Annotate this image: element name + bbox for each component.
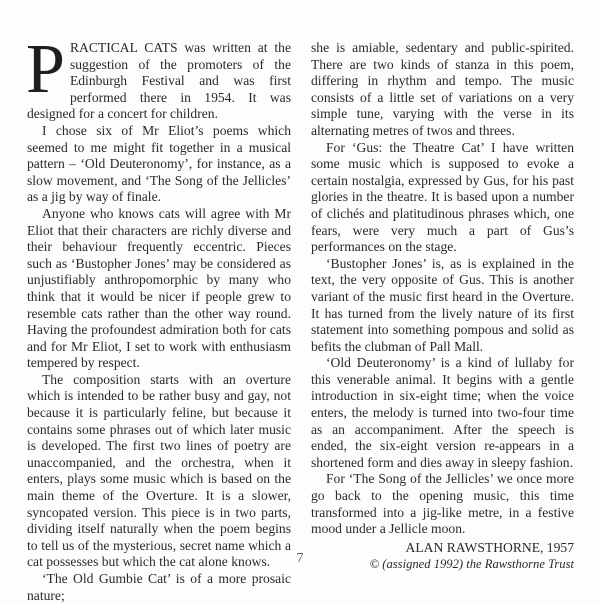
paragraph: I chose six of Mr Eliot’s poems which seemed to me might fit together in a musical pattern – ‘Old Deuteronomy’, for instance, as a slow movement, and ‘The Song of the Jellicles’ as a jig by way of finale. bbox=[27, 122, 291, 205]
paragraph: For ‘The Song of the Jellicles’ we once more go back to the opening music, this time transformed into a jig-like metre, in a festive mood under a Jellicle moon. bbox=[311, 471, 574, 537]
paragraph: ‘Bustopher Jones’ is, as is explained in the text, the very opposite of Gus. This is another variant of the music first heard in the Overture. It has turned from the lively nature of its first statement into something pompous and solid as befits the clubman of Pall Mall. bbox=[311, 255, 574, 354]
page-number: 7 bbox=[296, 551, 304, 566]
paragraph: ‘The Old Gumbie Cat’ is of a more prosaic nature; bbox=[27, 571, 291, 603]
copyright-notice: © (assigned 1992) the Rawsthorne Trust bbox=[369, 557, 574, 572]
author-signature: ALAN RAWSTHORNE, 1957 bbox=[405, 539, 574, 555]
drop-cap: P bbox=[26, 31, 65, 108]
left-column bbox=[26, 31, 291, 604]
paragraph: ‘Old Deuteronomy’ is a kind of lullaby for this venerable animal. It begins with a gentle introduction in six-eight time; when the voice enters, the melody is turned into two-four time as an accompaniment. After the speech is ended, the six-eight version re-appears in a shortened form and dies away in sleepy fashion. bbox=[311, 355, 574, 470]
paragraph: The composition starts with an overture which is intended to be rather busy and gay, not because it is particularly feline, but because it contains some phrases out of which later music is developed. The first two lines of poetry are unaccompanied, and the orchestra, when it enters, plays some music which is based on the main theme of the Overture. It is a slower, syncopated version. This piece is in two parts, dividing itself naturally when the poem begins to tell us of the mysterious, secret name which a cat possesses but which the cat alone knows. bbox=[27, 371, 291, 570]
paragraph: For ‘Gus: the Theatre Cat’ I have written some music which is supposed to evoke a certain nostalgia, expressed by Gus, for his past glories in the theatre. It is based upon a number of clichés and platitudinous phrases which, one fears, were very much a part of Gus’s performances on the stage. bbox=[311, 139, 574, 255]
right-column bbox=[311, 40, 574, 573]
paragraph: Anyone who knows cats will agree with Mr Eliot that their characters are richly diverse and their behaviour frequently eccentric. Pieces such as ‘Bustopher Jones’ may be considered as unjustifiably anthropomorphic by many who think that it would be nicer if people grew to resemble cats rather than the other way round. Having the profoundest admiration both for cats and for Mr Eliot, I set to work with enthusiasm tempered by respect. bbox=[27, 205, 291, 371]
paragraph-continued: she is amiable, sedentary and public-spirited. There are two kinds of stanza in this poem, differing in rhythm and tempo. The music consists of a little set of variations on a very simple tune, varying with the verse in its alternating metres of twos and threes. bbox=[311, 40, 574, 138]
paragraph-intro bbox=[26, 31, 291, 123]
paragraph-intro-text: RACTICAL CATS was written at the suggestion of the promoters of the Edinburgh Festival and was first performed there in 1954. It was designed for a concert for children. bbox=[27, 40, 291, 122]
